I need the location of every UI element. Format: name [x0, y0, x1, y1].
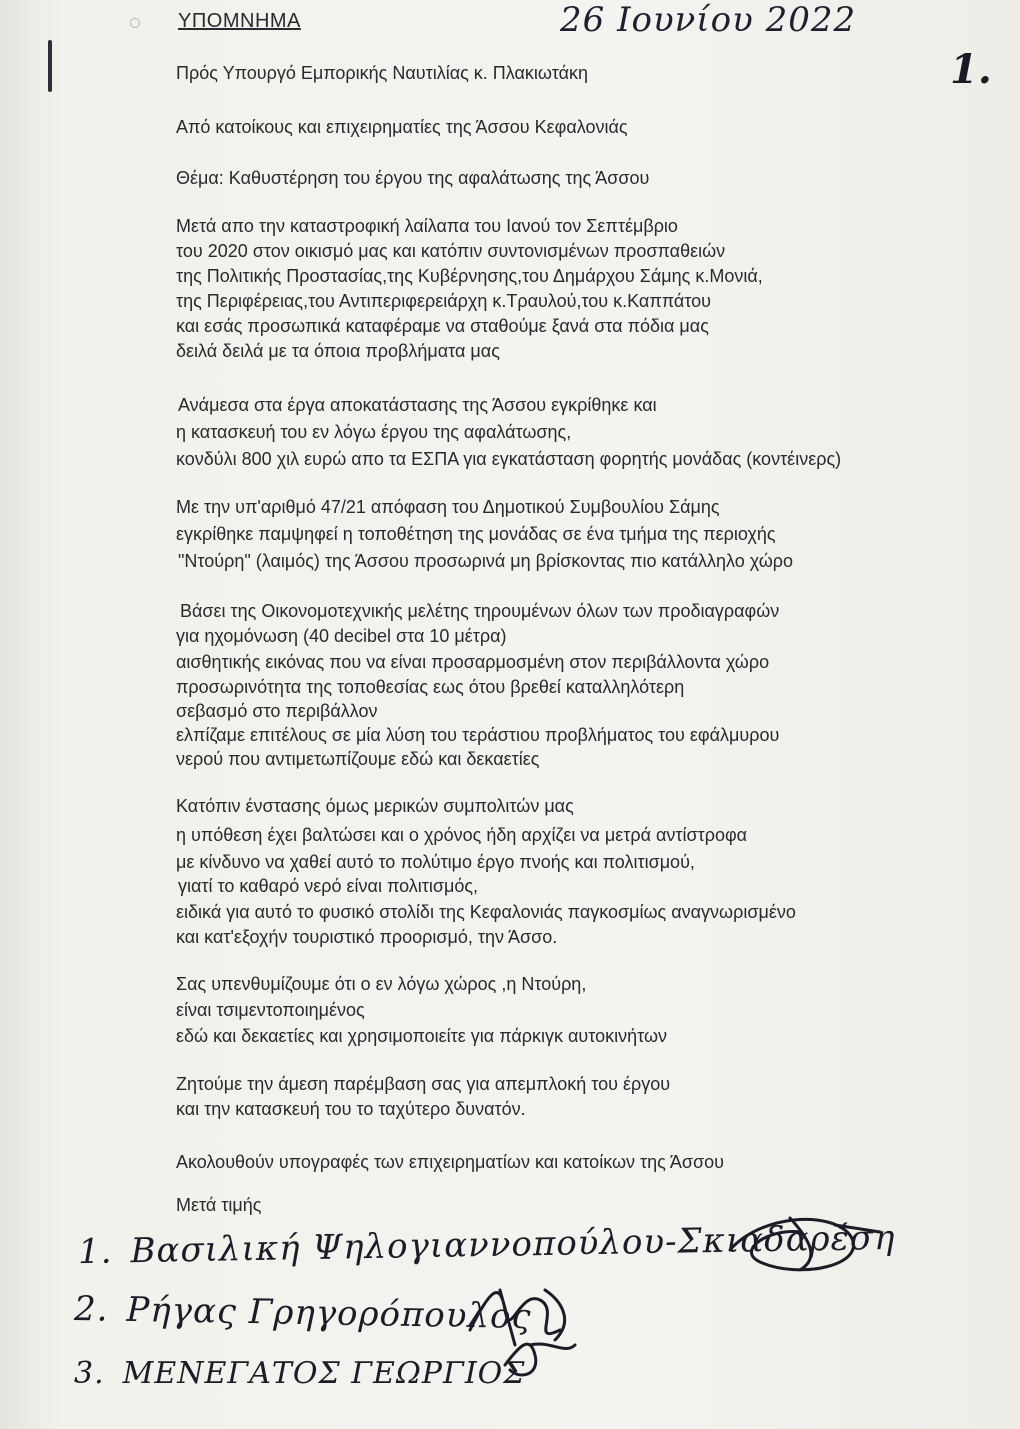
- memo-title: ΥΠΟΜΝΗΜΑ: [178, 10, 301, 32]
- body-line: με κίνδυνο να χαθεί αυτό το πολύτιμο έργο πνοής και πολιτισμού,: [176, 852, 695, 872]
- body-line: η υπόθεση έχει βαλτώσει και ο χρόνος ήδη αρχίζει να μετρά αντίστροφα: [176, 825, 748, 845]
- margin-pen-mark: [48, 40, 52, 92]
- body-line: νερού που αντιμετωπίζουμε εδώ και δεκαετίες: [176, 749, 540, 769]
- addressee-line: Πρός Υπουργό Εμπορικής Ναυτιλίας κ. Πλακιωτάκη: [176, 63, 588, 83]
- body-line: Κατόπιν ένστασης όμως μερικών συμπολιτών μας: [176, 796, 574, 816]
- signature-entry: [78, 1218, 896, 1272]
- body-line: Με την υπ'αριθμό 47/21 απόφαση του Δημοτικού Συμβουλίου Σάμης: [176, 497, 720, 517]
- signature-entry: [74, 1356, 525, 1391]
- body-line: κονδύλι 800 χιλ ευρώ απο τα ΕΣΠΑ για εγκατάσταση φορητής μονάδας (κοντέινερς): [176, 449, 842, 469]
- body-line: Ζητούμε την άμεση παρέμβαση σας για απεμπλοκή του έργου: [176, 1074, 671, 1094]
- body-line: γιατί το καθαρό νερό είναι πολιτισμός,: [178, 876, 479, 896]
- body-line: ελπίζαμε επιτέλους σε μία λύση του τεράστιου προβλήματος του εφάλμυρου: [176, 725, 780, 745]
- body-line: εγκρίθηκε παμψηφεί η τοποθέτηση της μονάδας σε ένα τμήμα της περιοχής: [176, 524, 776, 544]
- body-line: Ανάμεσα στα έργα αποκατάστασης της Άσσου εγκρίθηκε και: [178, 395, 657, 415]
- body-line: εδώ και δεκαετίες και χρησιμοποιείτε για πάρκιγκ αυτοκινήτων: [176, 1026, 668, 1046]
- signature-number: 3.: [74, 1356, 105, 1391]
- handwritten-page-number: 1.: [950, 46, 992, 93]
- body-line: της Πολιτικής Προστασίας,της Κυβέρνησης,του Δημάρχου Σάμης κ.Μονιά,: [176, 266, 763, 286]
- signature-name: Βασιλική Ψηλογιαννοπούλου-Σκιαδαρέση: [130, 1217, 896, 1272]
- body-line: για ηχομόνωση (40 decibel στα 10 μέτρα): [176, 626, 507, 646]
- signature-number: 1.: [77, 1231, 113, 1273]
- body-line: είναι τσιμεντοποιημένος: [176, 1000, 365, 1020]
- signature-name: Ρήγας Γρηγορόπουλος: [126, 1289, 532, 1337]
- body-line: και την κατασκευή του το ταχύτερο δυνατόν.: [176, 1099, 526, 1119]
- body-line: σεβασμό στο περιβάλλον: [176, 701, 378, 721]
- body-line: Ακολουθούν υπογραφές των επιχειρηματίων και κατοίκων της Άσσου: [176, 1152, 724, 1172]
- body-line: και κατ'εξοχήν τουριστικό προορισμό, την Άσσο.: [176, 927, 558, 947]
- body-line: Μετά απο την καταστροφική λαίλαπα του Ιανού τον Σεπτέμβριο: [176, 216, 678, 236]
- signature-name: ΜΕΝΕΓΑΤΟΣ ΓΕΩΡΓΙΟΣ: [122, 1356, 526, 1391]
- body-line: δειλά δειλά με τα όποια προβλήματα μας: [176, 341, 500, 361]
- closing-line: Μετά τιμής: [176, 1195, 262, 1215]
- sender-line: Από κατοίκους και επιχειρηματίες της Άσσου Κεφαλονιάς: [176, 117, 628, 137]
- punch-hole: [130, 18, 140, 28]
- body-line: "Ντούρη" (λαιμός) της Άσσου προσωρινά μη βρίσκοντας πιο κατάλληλο χώρο: [178, 551, 793, 571]
- body-line: αισθητικής εικόνας που να είναι προσαρμοσμένη στον περιβάλλοντα χώρο: [176, 652, 770, 672]
- handwritten-date: 26 Ιουνίου 2022: [560, 0, 857, 40]
- body-line: προσωρινότητα της τοποθεσίας εως ότου βρεθεί καταλληλότερη: [176, 677, 685, 697]
- signature-number: 2.: [73, 1289, 109, 1330]
- body-line: Βάσει της Οικονομοτεχνικής μελέτης τηρουμένων όλων των προδιαγραφών: [180, 601, 780, 621]
- body-line: της Περιφέρειας,του Αντιπεριφερειάρχη κ.Τραυλού,του κ.Καππάτου: [176, 291, 712, 311]
- body-line: και εσάς προσωπικά καταφέραμε να σταθούμε ξανά στα πόδια μας: [176, 316, 709, 336]
- body-line: Σας υπενθυμίζουμε ότι ο εν λόγω χώρος ,η Ντούρη,: [176, 974, 587, 994]
- signature-entry: [74, 1289, 532, 1337]
- body-line: ειδικά για αυτό το φυσικό στολίδι της Κεφαλονιάς παγκοσμίως αναγνωρισμένο: [176, 902, 796, 922]
- subject-line: Θέμα: Καθυστέρηση του έργου της αφαλάτωσης της Άσσου: [176, 168, 650, 188]
- body-line: του 2020 στον οικισμό μας και κατόπιν συντονισμένων προσπαθειών: [176, 241, 726, 261]
- body-line: η κατασκευή του εν λόγω έργου της αφαλάτωσης,: [176, 422, 572, 442]
